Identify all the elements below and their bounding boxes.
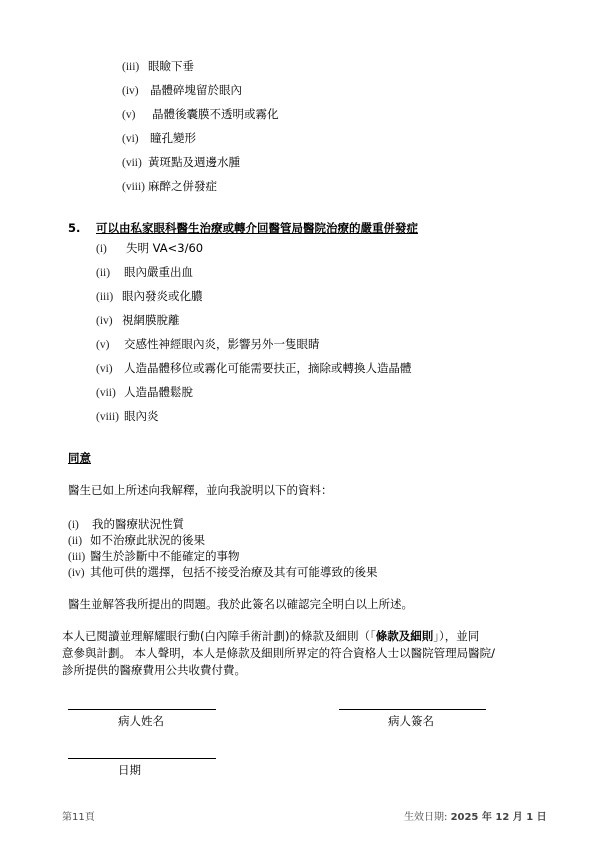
list-item: (iii) 眼瞼下垂 [122, 59, 194, 73]
list-item: (ii) 如不治療此狀況的後果 [68, 533, 205, 547]
declaration-line-3: 診所提供的醫療費用公共收費付費。 [62, 663, 246, 677]
declaration-line-1: 本人已閱讀並理解耀眼行動(白內障手術計劃)的條款及細則（「條款及細則」），並同 [62, 629, 480, 643]
date-label: 日期 [118, 763, 141, 777]
patient-signature-label: 病人簽名 [388, 714, 434, 728]
list-item: (v) 晶體後囊膜不透明或霧化 [122, 107, 279, 121]
list-item: (vi) 瞳孔變形 [122, 131, 196, 145]
declaration-line-2: 意參與計劃。 本人聲明，本人是條款及細則所界定的符合資格人士以醫院管理局醫院/ [62, 646, 496, 660]
list-item: (iii) 醫生於診斷中不能確定的事物 [68, 549, 240, 563]
list-item: (v) 交感性神經眼內炎，影響另外一隻眼睛 [96, 337, 320, 351]
list-item: (iv) 晶體碎塊留於眼內 [122, 83, 242, 97]
section-title: 可以由私家眼科醫生治療或轉介回醫管局醫院治療的嚴重併發症 [96, 221, 418, 235]
patient-name-label: 病人姓名 [118, 714, 164, 728]
section-number: 5. [68, 221, 81, 235]
effective-date: 生效日期: 2025 年 12 月 1 日 [404, 812, 547, 823]
list-item: (vii) 黃斑點及週邊水腫 [122, 155, 240, 169]
list-item: (vi) 人造晶體移位或霧化可能需要扶正，摘除或轉換人造晶體 [96, 361, 412, 375]
list-item: (ii) 眼內嚴重出血 [96, 265, 193, 279]
list-item: (iv) 其他可供的選擇，包括不接受治療及其有可能導致的後果 [68, 565, 378, 579]
list-item: (iv) 視網膜脫離 [96, 313, 180, 327]
list-item: (i) 失明 VA<3/60 [96, 241, 204, 255]
consent-intro: 醫生已如上所述向我解釋，並向我說明以下的資料： [68, 483, 333, 497]
list-item: (i) 我的醫療狀況性質 [68, 517, 184, 531]
list-item: (viii) 麻醉之併發症 [122, 179, 217, 193]
patient-signature-line [339, 709, 486, 710]
section-5-heading [68, 220, 418, 236]
list-item: (vii) 人造晶體鬆脫 [96, 385, 193, 399]
page-number: 第11頁 [62, 812, 95, 823]
date-line [68, 758, 216, 759]
list-item: (iii) 眼內發炎或化膿 [96, 289, 203, 303]
consent-answer: 醫生並解答我所提出的問題。我於此簽名以確認完全明白以上所述。 [68, 597, 413, 611]
patient-name-line [68, 709, 216, 710]
list-item: (viii) 眼內炎 [96, 409, 159, 423]
consent-heading: 同意 [68, 451, 91, 465]
